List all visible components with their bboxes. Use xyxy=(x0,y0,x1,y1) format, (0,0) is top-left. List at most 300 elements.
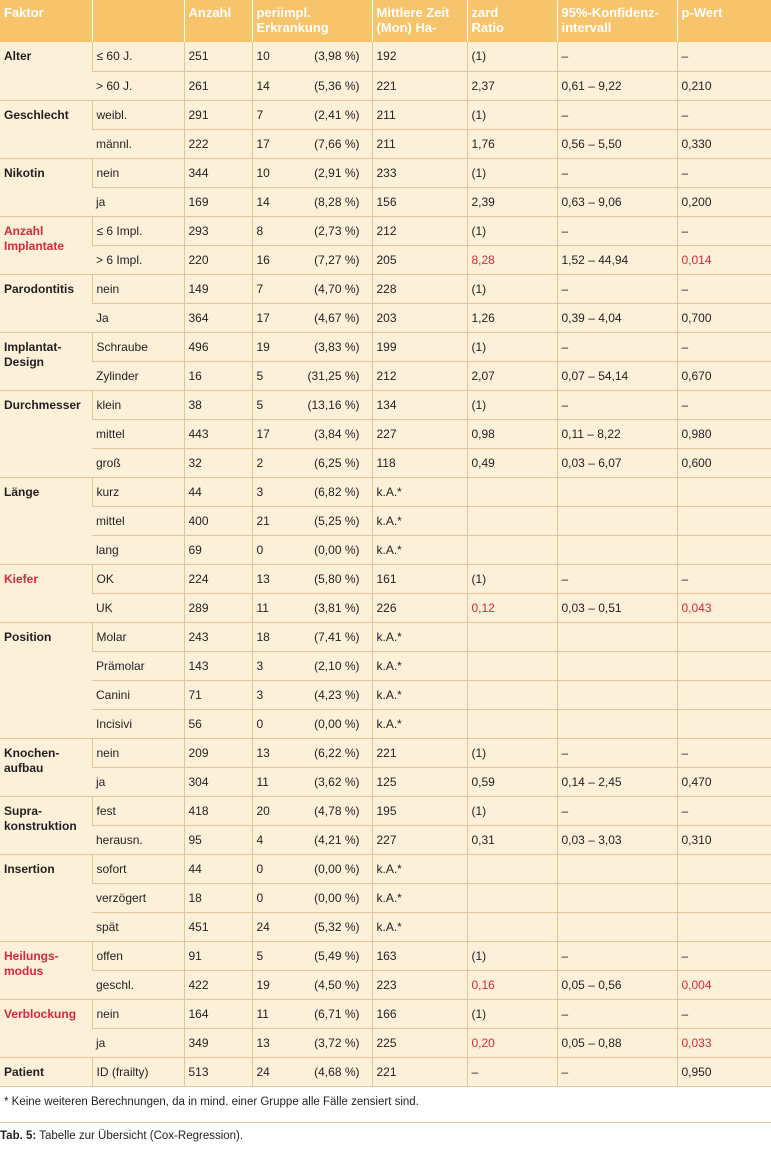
table-row xyxy=(0,274,771,303)
konfidenz-cell: 0,39 – 4,04 xyxy=(557,303,677,332)
zeit-cell: 166 xyxy=(372,999,467,1028)
anzahl-cell: 364 xyxy=(184,303,252,332)
zeit-cell: 211 xyxy=(372,129,467,158)
table-row xyxy=(0,158,771,187)
p-wert-cell: 0,330 xyxy=(677,129,771,158)
anzahl-cell: 443 xyxy=(184,419,252,448)
zeit-cell: k.A.* xyxy=(372,651,467,680)
periimpl-count: 5 xyxy=(256,948,264,963)
level-cell: ≤ 6 Impl. xyxy=(92,216,184,245)
level-cell: OK xyxy=(92,564,184,593)
p-wert-cell: – xyxy=(677,42,771,71)
table-row xyxy=(0,100,771,129)
zeit-cell: 134 xyxy=(372,390,467,419)
konfidenz-cell: – xyxy=(557,738,677,767)
periimpl-count: 21 xyxy=(256,513,270,528)
zeit-cell: 199 xyxy=(372,332,467,361)
level-cell: Prämolar xyxy=(92,651,184,680)
periimpl-cell xyxy=(252,970,372,999)
p-wert-cell: 0,033 xyxy=(677,1028,771,1057)
periimpl-percent: (31,25 %) xyxy=(307,368,360,383)
periimpl-cell xyxy=(252,42,372,71)
p-wert-cell: – xyxy=(677,332,771,361)
anzahl-cell: 400 xyxy=(184,506,252,535)
p-wert-cell xyxy=(677,477,771,506)
table-row xyxy=(0,622,771,651)
level-cell: männl. xyxy=(92,129,184,158)
periimpl-count: 17 xyxy=(256,136,270,151)
hazard-ratio-cell xyxy=(467,883,557,912)
level-cell: spät xyxy=(92,912,184,941)
periimpl-cell xyxy=(252,767,372,796)
p-wert-cell: 0,980 xyxy=(677,419,771,448)
konfidenz-cell: – xyxy=(557,999,677,1028)
konfidenz-cell xyxy=(557,622,677,651)
periimpl-percent: (0,00 %) xyxy=(314,542,360,557)
anzahl-cell: 32 xyxy=(184,448,252,477)
periimpl-count: 24 xyxy=(256,919,270,934)
periimpl-count: 0 xyxy=(256,890,264,905)
hazard-ratio-cell: 2,39 xyxy=(467,187,557,216)
level-cell: > 60 J. xyxy=(92,71,184,100)
konfidenz-cell: 0,07 – 54,14 xyxy=(557,361,677,390)
table-row xyxy=(0,448,771,477)
konfidenz-cell xyxy=(557,477,677,506)
periimpl-count: 10 xyxy=(256,49,270,63)
zeit-cell: 156 xyxy=(372,187,467,216)
zeit-cell: k.A.* xyxy=(372,680,467,709)
anzahl-cell: 289 xyxy=(184,593,252,622)
table-row xyxy=(0,361,771,390)
periimpl-count: 14 xyxy=(256,194,270,209)
table-row xyxy=(0,767,771,796)
anzahl-cell: 220 xyxy=(184,245,252,274)
p-wert-cell: 0,600 xyxy=(677,448,771,477)
anzahl-cell: 69 xyxy=(184,535,252,564)
table-row xyxy=(0,216,771,245)
periimpl-count: 0 xyxy=(256,716,264,731)
level-cell: verzögert xyxy=(92,883,184,912)
konfidenz-cell: – xyxy=(557,42,677,71)
anzahl-cell: 304 xyxy=(184,767,252,796)
header-level xyxy=(92,0,184,42)
konfidenz-cell: 0,03 – 0,51 xyxy=(557,593,677,622)
level-cell: ja xyxy=(92,187,184,216)
anzahl-cell: 222 xyxy=(184,129,252,158)
hazard-ratio-cell: 1,76 xyxy=(467,129,557,158)
table-row xyxy=(0,419,771,448)
periimpl-percent: (2,73 %) xyxy=(314,223,360,238)
konfidenz-cell: 0,03 – 3,03 xyxy=(557,825,677,854)
zeit-cell: 192 xyxy=(372,42,467,71)
p-wert-cell: – xyxy=(677,390,771,419)
zeit-cell: 233 xyxy=(372,158,467,187)
table-row xyxy=(0,941,771,970)
zeit-cell: 195 xyxy=(372,796,467,825)
periimpl-count: 3 xyxy=(256,687,264,702)
table-header xyxy=(0,0,771,42)
periimpl-percent: (4,23 %) xyxy=(314,687,360,702)
p-wert-cell: – xyxy=(677,158,771,187)
hazard-ratio-cell: (1) xyxy=(467,158,557,187)
p-wert-cell: 0,700 xyxy=(677,303,771,332)
hazard-ratio-cell: (1) xyxy=(467,216,557,245)
table-row xyxy=(0,825,771,854)
p-wert-cell: – xyxy=(677,738,771,767)
konfidenz-cell xyxy=(557,535,677,564)
anzahl-cell: 251 xyxy=(184,42,252,71)
hazard-ratio-cell: (1) xyxy=(467,564,557,593)
periimpl-cell xyxy=(252,999,372,1028)
p-wert-cell xyxy=(677,506,771,535)
hazard-ratio-cell: 1,26 xyxy=(467,303,557,332)
table-row xyxy=(0,738,771,767)
p-wert-cell xyxy=(677,709,771,738)
zeit-cell: 228 xyxy=(372,274,467,303)
anzahl-cell: 91 xyxy=(184,941,252,970)
factor-label: Durchmesser xyxy=(0,390,92,477)
konfidenz-cell xyxy=(557,709,677,738)
periimpl-percent: (5,32 %) xyxy=(314,919,360,934)
table-body xyxy=(0,42,771,1086)
periimpl-cell xyxy=(252,825,372,854)
level-cell: kurz xyxy=(92,477,184,506)
hazard-ratio-cell xyxy=(467,680,557,709)
level-cell: klein xyxy=(92,390,184,419)
hazard-ratio-cell: (1) xyxy=(467,274,557,303)
periimpl-percent: (0,00 %) xyxy=(314,716,360,731)
table-row xyxy=(0,912,771,941)
konfidenz-cell: – xyxy=(557,564,677,593)
periimpl-count: 3 xyxy=(256,484,264,499)
zeit-cell: k.A.* xyxy=(372,477,467,506)
anzahl-cell: 143 xyxy=(184,651,252,680)
p-wert-cell: 0,004 xyxy=(677,970,771,999)
footnote: * Keine weiteren Berechnungen, da in mind. einer Gruppe alle Fälle zensiert sind. xyxy=(4,1096,419,1108)
hazard-ratio-cell: 0,49 xyxy=(467,448,557,477)
zeit-cell: 203 xyxy=(372,303,467,332)
zeit-cell: k.A.* xyxy=(372,883,467,912)
periimpl-percent: (7,41 %) xyxy=(314,629,360,644)
anzahl-cell: 44 xyxy=(184,854,252,883)
periimpl-count: 17 xyxy=(256,426,270,441)
table-row xyxy=(0,709,771,738)
factor-label: Heilungs-modus xyxy=(0,941,92,999)
anzahl-cell: 164 xyxy=(184,999,252,1028)
level-cell: mittel xyxy=(92,506,184,535)
table-row xyxy=(0,593,771,622)
factor-label: Parodontitis xyxy=(0,274,92,332)
table-row xyxy=(0,1057,771,1086)
p-wert-cell: – xyxy=(677,796,771,825)
periimpl-percent: (6,82 %) xyxy=(314,484,360,499)
periimpl-percent: (3,83 %) xyxy=(314,339,360,354)
periimpl-cell xyxy=(252,390,372,419)
level-cell: UK xyxy=(92,593,184,622)
hazard-ratio-cell xyxy=(467,506,557,535)
zeit-cell: 211 xyxy=(372,100,467,129)
periimpl-cell xyxy=(252,129,372,158)
level-cell: sofort xyxy=(92,854,184,883)
periimpl-count: 18 xyxy=(256,629,270,644)
p-wert-cell: 0,043 xyxy=(677,593,771,622)
p-wert-cell: – xyxy=(677,999,771,1028)
zeit-cell: k.A.* xyxy=(372,622,467,651)
anzahl-cell: 149 xyxy=(184,274,252,303)
periimpl-cell xyxy=(252,593,372,622)
level-cell: groß xyxy=(92,448,184,477)
level-cell: nein xyxy=(92,158,184,187)
hazard-ratio-cell: (1) xyxy=(467,941,557,970)
konfidenz-cell xyxy=(557,651,677,680)
p-wert-cell: 0,014 xyxy=(677,245,771,274)
periimpl-cell xyxy=(252,535,372,564)
periimpl-cell xyxy=(252,216,372,245)
anzahl-cell: 291 xyxy=(184,100,252,129)
anzahl-cell: 169 xyxy=(184,187,252,216)
hazard-ratio-cell: 0,12 xyxy=(467,593,557,622)
periimpl-count: 5 xyxy=(256,368,264,383)
hazard-ratio-cell: 0,31 xyxy=(467,825,557,854)
konfidenz-cell: 0,05 – 0,88 xyxy=(557,1028,677,1057)
p-wert-cell xyxy=(677,912,771,941)
periimpl-count: 13 xyxy=(256,1035,270,1050)
p-wert-cell: – xyxy=(677,216,771,245)
konfidenz-cell xyxy=(557,506,677,535)
factor-label: Alter xyxy=(0,42,92,100)
level-cell: nein xyxy=(92,274,184,303)
periimpl-count: 19 xyxy=(256,977,270,992)
zeit-cell: k.A.* xyxy=(372,912,467,941)
table-row xyxy=(0,796,771,825)
periimpl-cell xyxy=(252,1057,372,1086)
zeit-cell: k.A.* xyxy=(372,535,467,564)
hazard-ratio-cell xyxy=(467,535,557,564)
periimpl-count: 17 xyxy=(256,310,270,325)
level-cell: lang xyxy=(92,535,184,564)
level-cell: Schraube xyxy=(92,332,184,361)
zeit-cell: 212 xyxy=(372,216,467,245)
level-cell: ja xyxy=(92,1028,184,1057)
table-row xyxy=(0,1028,771,1057)
hazard-ratio-cell: (1) xyxy=(467,332,557,361)
table-row xyxy=(0,71,771,100)
periimpl-count: 7 xyxy=(256,281,264,296)
konfidenz-cell: – xyxy=(557,332,677,361)
periimpl-cell xyxy=(252,245,372,274)
anzahl-cell: 261 xyxy=(184,71,252,100)
header-hazard-ratio: zard Ratio xyxy=(467,0,557,42)
factor-label: Supra-konstruktion xyxy=(0,796,92,854)
anzahl-cell: 95 xyxy=(184,825,252,854)
periimpl-percent: (5,80 %) xyxy=(314,571,360,586)
anzahl-cell: 71 xyxy=(184,680,252,709)
periimpl-percent: (5,25 %) xyxy=(314,513,360,528)
periimpl-count: 11 xyxy=(256,600,269,615)
table-row xyxy=(0,535,771,564)
konfidenz-cell: – xyxy=(557,100,677,129)
table-row xyxy=(0,245,771,274)
level-cell: nein xyxy=(92,999,184,1028)
anzahl-cell: 18 xyxy=(184,883,252,912)
konfidenz-cell: 0,05 – 0,56 xyxy=(557,970,677,999)
level-cell: mittel xyxy=(92,419,184,448)
anzahl-cell: 344 xyxy=(184,158,252,187)
level-cell: weibl. xyxy=(92,100,184,129)
anzahl-cell: 451 xyxy=(184,912,252,941)
anzahl-cell: 224 xyxy=(184,564,252,593)
table-row xyxy=(0,651,771,680)
p-wert-cell xyxy=(677,622,771,651)
periimpl-cell xyxy=(252,303,372,332)
hazard-ratio-cell: 0,59 xyxy=(467,767,557,796)
table-row xyxy=(0,883,771,912)
zeit-cell: 221 xyxy=(372,1057,467,1086)
p-wert-cell: 0,200 xyxy=(677,187,771,216)
p-wert-cell xyxy=(677,651,771,680)
konfidenz-cell: 0,56 – 5,50 xyxy=(557,129,677,158)
periimpl-cell xyxy=(252,187,372,216)
anzahl-cell: 56 xyxy=(184,709,252,738)
periimpl-count: 8 xyxy=(256,223,264,238)
level-cell: Ja xyxy=(92,303,184,332)
zeit-cell: 227 xyxy=(372,419,467,448)
zeit-cell: 226 xyxy=(372,593,467,622)
periimpl-count: 0 xyxy=(256,861,264,876)
hazard-ratio-cell: (1) xyxy=(467,390,557,419)
konfidenz-cell: – xyxy=(557,796,677,825)
p-wert-cell xyxy=(677,854,771,883)
factor-label: Insertion xyxy=(0,854,92,941)
zeit-cell: 212 xyxy=(372,361,467,390)
konfidenz-cell: – xyxy=(557,274,677,303)
level-cell: geschl. xyxy=(92,970,184,999)
konfidenz-cell: – xyxy=(557,216,677,245)
konfidenz-cell: 0,03 – 6,07 xyxy=(557,448,677,477)
zeit-cell: 163 xyxy=(372,941,467,970)
periimpl-cell xyxy=(252,854,372,883)
factor-label: Länge xyxy=(0,477,92,564)
periimpl-cell xyxy=(252,941,372,970)
level-cell: Zylinder xyxy=(92,361,184,390)
periimpl-cell xyxy=(252,361,372,390)
hazard-ratio-cell xyxy=(467,651,557,680)
anzahl-cell: 513 xyxy=(184,1057,252,1086)
periimpl-cell xyxy=(252,651,372,680)
factor-label: Anzahl Implantate xyxy=(0,216,92,274)
anzahl-cell: 38 xyxy=(184,390,252,419)
hazard-ratio-cell: 0,98 xyxy=(467,419,557,448)
periimpl-cell xyxy=(252,1028,372,1057)
header-konfidenzintervall: 95%-Konfidenz- intervall xyxy=(557,0,677,42)
hazard-ratio-cell: (1) xyxy=(467,42,557,71)
periimpl-percent: (4,67 %) xyxy=(314,310,360,325)
table-row xyxy=(0,999,771,1028)
p-wert-cell: – xyxy=(677,564,771,593)
p-wert-cell: 0,210 xyxy=(677,71,771,100)
p-wert-cell: – xyxy=(677,274,771,303)
periimpl-percent: (3,84 %) xyxy=(314,426,360,441)
konfidenz-cell: – xyxy=(557,941,677,970)
periimpl-percent: (6,22 %) xyxy=(314,745,360,760)
periimpl-percent: (0,00 %) xyxy=(314,861,360,876)
zeit-cell: 221 xyxy=(372,71,467,100)
periimpl-count: 16 xyxy=(256,252,270,267)
factor-label: Nikotin xyxy=(0,158,92,216)
p-wert-cell: – xyxy=(677,941,771,970)
zeit-cell: k.A.* xyxy=(372,709,467,738)
table-row xyxy=(0,564,771,593)
level-cell: Canini xyxy=(92,680,184,709)
factor-label: Knochen-aufbau xyxy=(0,738,92,796)
caption-text: Tabelle zur Übersicht (Cox-Regression). xyxy=(36,1130,244,1142)
level-cell: ID (frailty) xyxy=(92,1057,184,1086)
level-cell: Incisivi xyxy=(92,709,184,738)
periimpl-cell xyxy=(252,71,372,100)
p-wert-cell: 0,670 xyxy=(677,361,771,390)
p-wert-cell: 0,310 xyxy=(677,825,771,854)
zeit-cell: 125 xyxy=(372,767,467,796)
periimpl-count: 7 xyxy=(256,107,264,122)
zeit-cell: 227 xyxy=(372,825,467,854)
periimpl-cell xyxy=(252,158,372,187)
table-row xyxy=(0,332,771,361)
konfidenz-cell: 0,61 – 9,22 xyxy=(557,71,677,100)
caption-label: Tab. 5: xyxy=(0,1130,37,1142)
periimpl-count: 14 xyxy=(256,78,270,93)
hazard-ratio-cell xyxy=(467,477,557,506)
header-anzahl: Anzahl xyxy=(184,0,252,42)
hazard-ratio-cell: (1) xyxy=(467,100,557,129)
hazard-ratio-cell: 8,28 xyxy=(467,245,557,274)
anzahl-cell: 422 xyxy=(184,970,252,999)
table-row xyxy=(0,506,771,535)
zeit-cell: 225 xyxy=(372,1028,467,1057)
periimpl-percent: (2,91 %) xyxy=(314,165,360,180)
periimpl-cell xyxy=(252,477,372,506)
anzahl-cell: 349 xyxy=(184,1028,252,1057)
anzahl-cell: 16 xyxy=(184,361,252,390)
periimpl-percent: (4,68 %) xyxy=(314,1064,360,1079)
hazard-ratio-cell xyxy=(467,854,557,883)
anzahl-cell: 496 xyxy=(184,332,252,361)
konfidenz-cell xyxy=(557,883,677,912)
table-row xyxy=(0,303,771,332)
factor-label: Position xyxy=(0,622,92,738)
periimpl-count: 10 xyxy=(256,165,270,180)
periimpl-cell xyxy=(252,709,372,738)
periimpl-cell xyxy=(252,680,372,709)
periimpl-percent: (4,21 %) xyxy=(314,832,360,847)
periimpl-count: 13 xyxy=(256,745,270,760)
factor-label: Patient xyxy=(0,1057,92,1086)
hazard-ratio-cell: 2,37 xyxy=(467,71,557,100)
periimpl-percent: (4,78 %) xyxy=(314,803,360,818)
zeit-cell: 118 xyxy=(372,448,467,477)
periimpl-percent: (5,36 %) xyxy=(314,78,360,93)
level-cell: Molar xyxy=(92,622,184,651)
konfidenz-cell: – xyxy=(557,1057,677,1086)
table-row xyxy=(0,390,771,419)
periimpl-cell xyxy=(252,912,372,941)
konfidenz-cell: – xyxy=(557,390,677,419)
table-caption xyxy=(0,1130,243,1142)
periimpl-count: 2 xyxy=(256,455,264,470)
periimpl-count: 24 xyxy=(256,1064,270,1079)
zeit-cell: 221 xyxy=(372,738,467,767)
periimpl-cell xyxy=(252,883,372,912)
header-periimplantitis: periimpl. Erkrankung xyxy=(252,0,372,42)
